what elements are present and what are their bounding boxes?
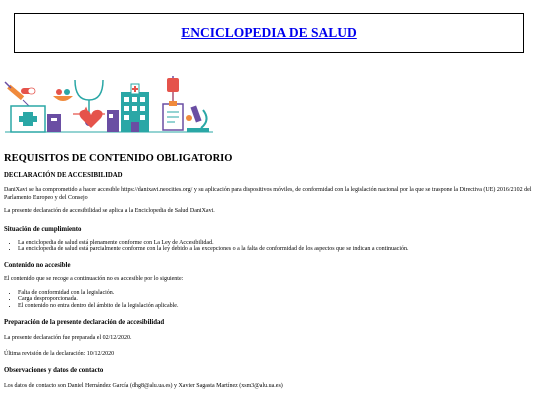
declaration-scope-paragraph: La presente declaración de accesibilidad se aplica a la Enciclopedia de Salud DaniXavi. xyxy=(4,208,215,214)
site-title-link[interactable]: ENCICLOPEDIA DE SALUD xyxy=(181,25,357,40)
medical-bag-icon xyxy=(11,106,61,132)
mortar-icon xyxy=(53,89,73,101)
main-content xyxy=(4,152,534,391)
declaration-paragraph: DaniXavi se ha comprometido a hacer accesible https://danixavi.neocities.org/ y su aplicación para dispositivos móviles, de conformidad con la legislación nacional por la que se traspone la Directiva (UE) 2016/2102 del Parlamento Europeo y del Consejo xyxy=(4,187,532,201)
not-accessible-heading: Contenido no accesible xyxy=(4,262,71,270)
contact-paragraph: Los datos de contacto son Daniel Hernández García (dhg8@alu.ua.es) y Xavier Sagasta Martínez (xsm3@alu.ua.es) xyxy=(4,383,283,390)
preparation-heading: Preparación de la presente declaración de accesibilidad xyxy=(4,319,165,327)
not-accessible-intro: El contenido que se recoge a continuación no es accesible por lo siguiente: xyxy=(4,276,184,283)
pill-icon xyxy=(21,88,35,94)
not-accessible-list xyxy=(4,290,534,309)
microscope-icon xyxy=(186,105,209,132)
declaration-heading: DECLARACIÓN DE ACCESIBILIDAD xyxy=(4,172,123,179)
list-item: • La enciclopedia de salud está plenamente conforme con La Ley de Accesibilidad. xyxy=(18,240,534,246)
heart-pulse-icon xyxy=(79,110,102,128)
list-item: • Falta de conformidad con la legislación. xyxy=(18,290,534,296)
site-header xyxy=(14,13,524,53)
contact-heading: Observaciones y datos de contacto xyxy=(4,367,104,375)
page-title: REQUISITOS DE CONTENIDO OBLIGATORIO xyxy=(4,153,233,164)
preparation-date: La presente declaración fue preparada el 02/12/2020. xyxy=(4,335,132,342)
hospital-icon xyxy=(107,84,149,132)
list-item: • Carga desproporcionada. xyxy=(18,296,534,302)
list-item: • La enciclopedia de salud está parcialmente conforme con la ley debido a las excepciones o a la falta de conformidad de los aspectos que se indican a continuación. xyxy=(18,246,534,252)
clipboard-icon xyxy=(163,101,183,130)
list-item: • El contenido no entra dentro del ámbito de la legislación aplicable. xyxy=(18,303,534,309)
health-banner-image xyxy=(3,70,215,134)
compliance-heading: Situación de cumplimiento xyxy=(4,225,82,233)
last-revision-date: Última revisión de la declaración: 10/12/2020 xyxy=(4,350,115,357)
compliance-list xyxy=(4,240,534,253)
